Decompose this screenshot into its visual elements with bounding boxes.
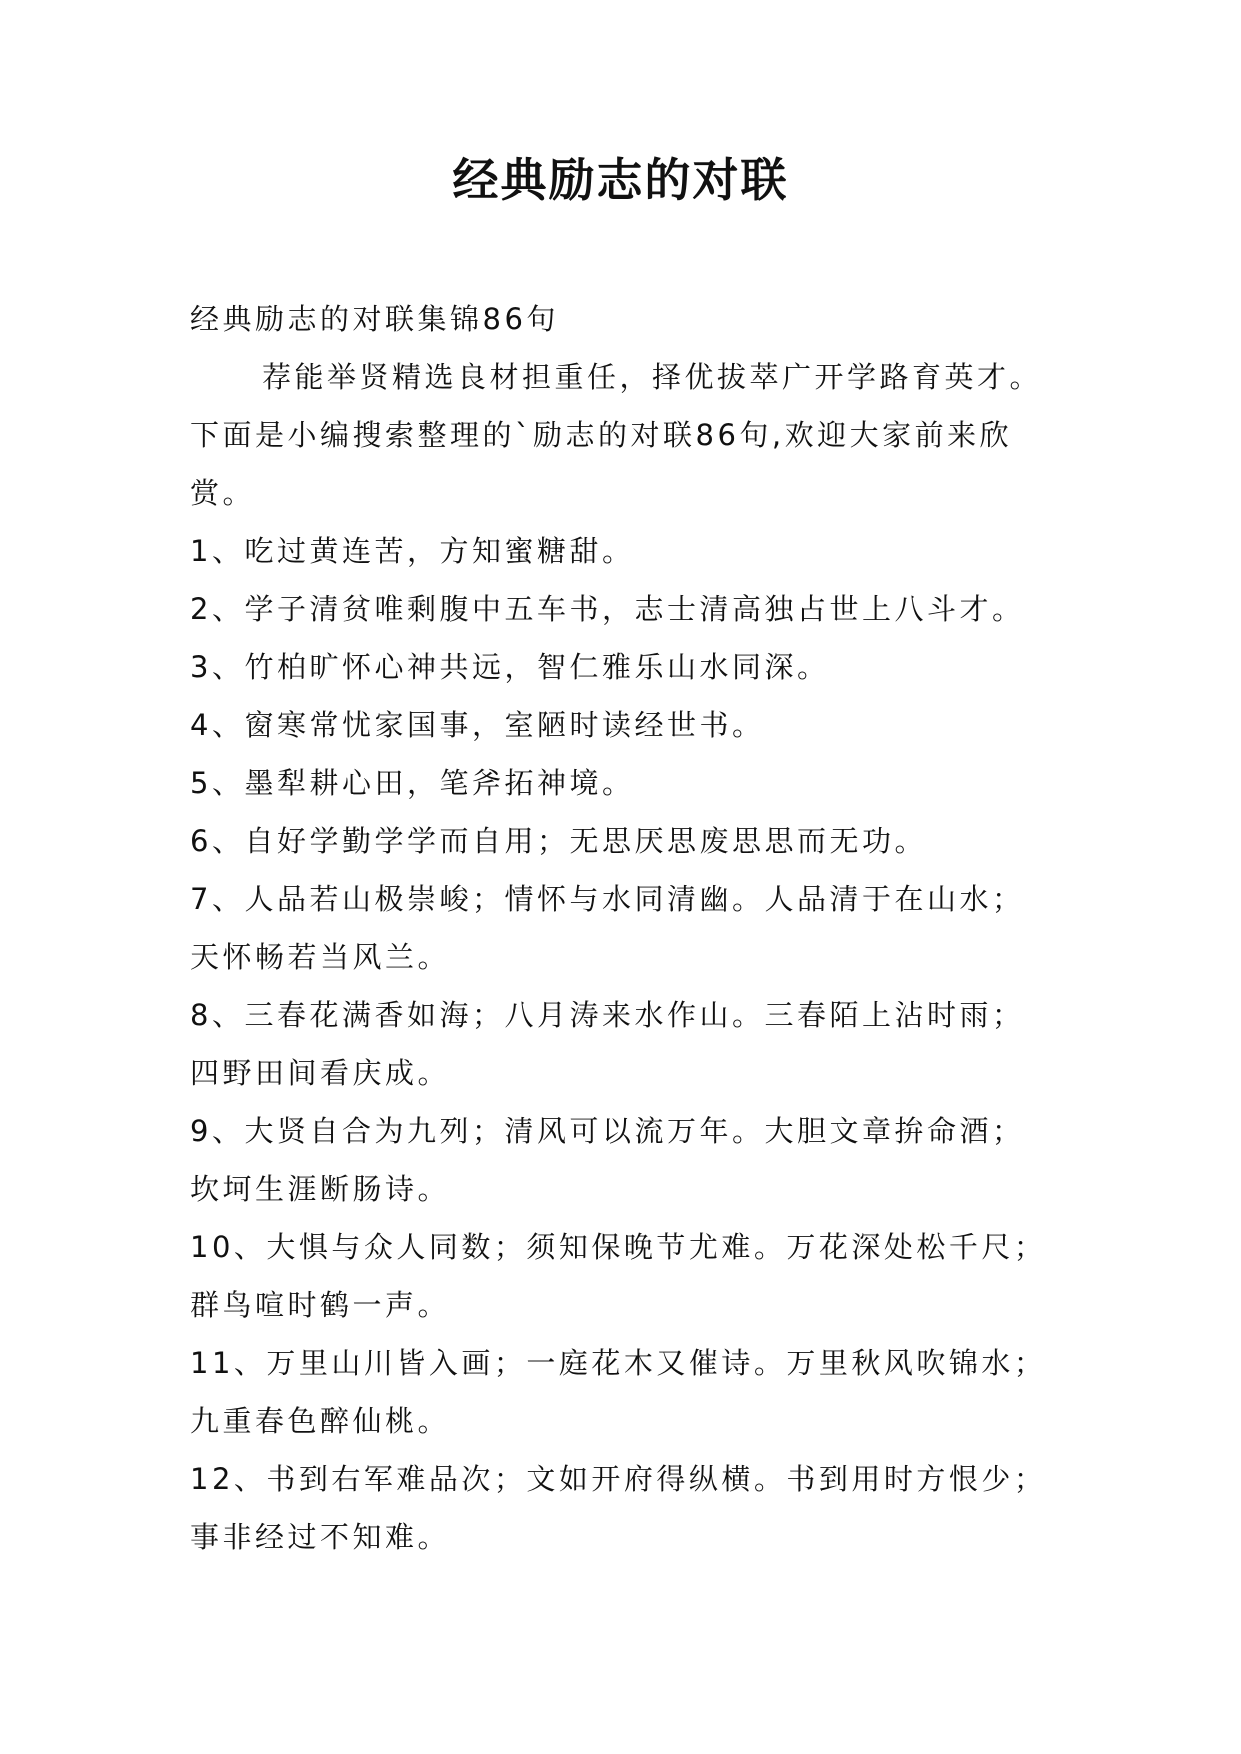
couplet-line: 9、大贤自合为九列；清风可以流万年。大胆文章拚命酒； — [190, 1114, 1025, 1148]
couplet-line: 天怀畅若当风兰。 — [190, 940, 451, 974]
couplet-line: 1、吃过黄连苦，方知蜜糖甜。 — [190, 534, 635, 568]
couplet-line: 4、窗寒常忧家国事，室陋时读经世书。 — [190, 708, 765, 742]
document-body — [190, 290, 1070, 1566]
couplet-line: 九重春色醉仙桃。 — [190, 1404, 451, 1438]
intro-paragraph-line: 荐能举贤精选良材担重任，择优拔萃广开学路育英才。 — [262, 360, 1043, 394]
document-subtitle: 经典励志的对联集锦86句 — [190, 302, 559, 336]
couplet-line: 10、大惧与众人同数；须知保晚节尤难。万花深处松千尺； — [190, 1230, 1047, 1264]
couplet-line: 3、竹柏旷怀心神共远，智仁雅乐山水同深。 — [190, 650, 830, 684]
couplet-line: 事非经过不知难。 — [190, 1520, 451, 1554]
couplet-line: 11、万里山川皆入画；一庭花木又催诗。万里秋风吹锦水； — [190, 1346, 1047, 1380]
couplet-line: 四野田间看庆成。 — [190, 1056, 451, 1090]
couplet-line: 5、墨犁耕心田，笔斧拓神境。 — [190, 766, 635, 800]
intro-paragraph-line: 赏。 — [190, 476, 256, 510]
couplet-line: 12、书到右军难品次；文如开府得纵横。书到用时方恨少； — [190, 1462, 1047, 1496]
couplet-line: 坎坷生涯断肠诗。 — [190, 1172, 451, 1206]
intro-paragraph-line: 下面是小编搜索整理的`励志的对联86句,欢迎大家前来欣 — [190, 418, 1013, 452]
couplet-line: 2、学子清贫唯剩腹中五车书，志士清高独占世上八斗才。 — [190, 592, 1025, 626]
couplet-line: 群鸟喧时鹤一声。 — [190, 1288, 451, 1322]
couplet-line: 6、自好学勤学学而自用；无思厌思废思思而无功。 — [190, 824, 927, 858]
document-title: 经典励志的对联 — [452, 153, 789, 207]
couplet-line: 8、三春花满香如海；八月涛来水作山。三春陌上沾时雨； — [190, 998, 1025, 1032]
couplet-line: 7、人品若山极崇峻；情怀与水同清幽。人品清于在山水； — [190, 882, 1025, 916]
